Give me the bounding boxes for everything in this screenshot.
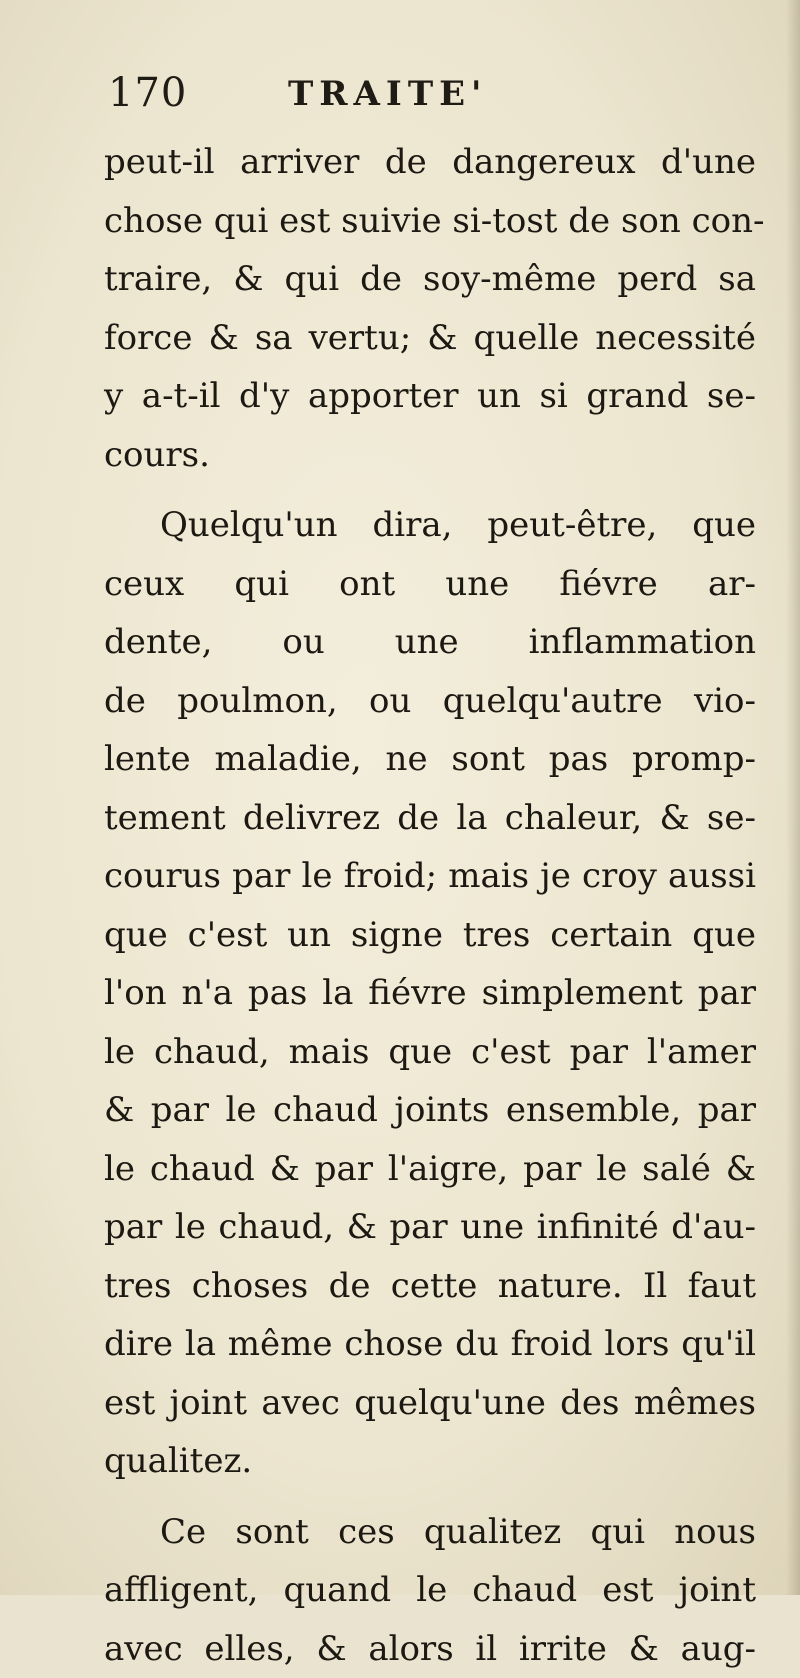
text-line: le chaud, mais que c'est par l'amer — [104, 1023, 756, 1082]
text-line: le chaud & par l'aigre, par le salé & — [104, 1140, 756, 1199]
paragraph — [104, 496, 756, 1491]
page-header — [108, 70, 748, 130]
text-line: qualitez. — [104, 1432, 756, 1491]
text-line: dente, ou une inflammation — [104, 613, 756, 672]
text-line: courus par le froid; mais je croy aussi — [104, 847, 756, 906]
running-head: TRAITE' — [288, 74, 487, 114]
text-line: est joint avec quelqu'une des mêmes — [104, 1374, 756, 1433]
text-line: chose qui est suivie si-tost de son con- — [104, 192, 756, 251]
text-line: & par le chaud joints ensemble, par — [104, 1081, 756, 1140]
text-line: lente maladie, ne sont pas promp- — [104, 730, 756, 789]
text-line: l'on n'a pas la fiévre simplement par — [104, 964, 756, 1023]
text-line: Ce sont ces qualitez qui nous — [104, 1503, 756, 1562]
text-line: de poulmon, ou quelqu'autre vio- — [104, 672, 756, 731]
text-line: tres choses de cette nature. Il faut — [104, 1257, 756, 1316]
text-line: Quelqu'un dira, peut-être, que — [104, 496, 756, 555]
text-line: que c'est un signe tres certain que — [104, 906, 756, 965]
text-line: traire, & qui de soy-même perd sa — [104, 250, 756, 309]
text-line: y a-t-il d'y apporter un si grand se- — [104, 367, 756, 426]
page-number: 170 — [108, 70, 187, 116]
text-line: peut-il arriver de dangereux d'une — [104, 133, 756, 192]
text-line: dire la même chose du froid lors qu'il — [104, 1315, 756, 1374]
text-line: affligent, quand le chaud est joint — [104, 1561, 756, 1620]
paragraph — [104, 133, 756, 484]
text-line: avec elles, & alors il irrite & aug- — [104, 1620, 756, 1678]
text-line: cours. — [104, 426, 756, 485]
text-line: par le chaud, & par une infinité d'au- — [104, 1198, 756, 1257]
text-line: tement delivrez de la chaleur, & se- — [104, 789, 756, 848]
body-text — [104, 133, 756, 1678]
text-line: ceux qui ont une fiévre ar- — [104, 555, 756, 614]
page-gutter-shadow — [786, 0, 800, 1595]
text-line: force & sa vertu; & quelle necessité — [104, 309, 756, 368]
paragraph — [104, 1503, 756, 1678]
